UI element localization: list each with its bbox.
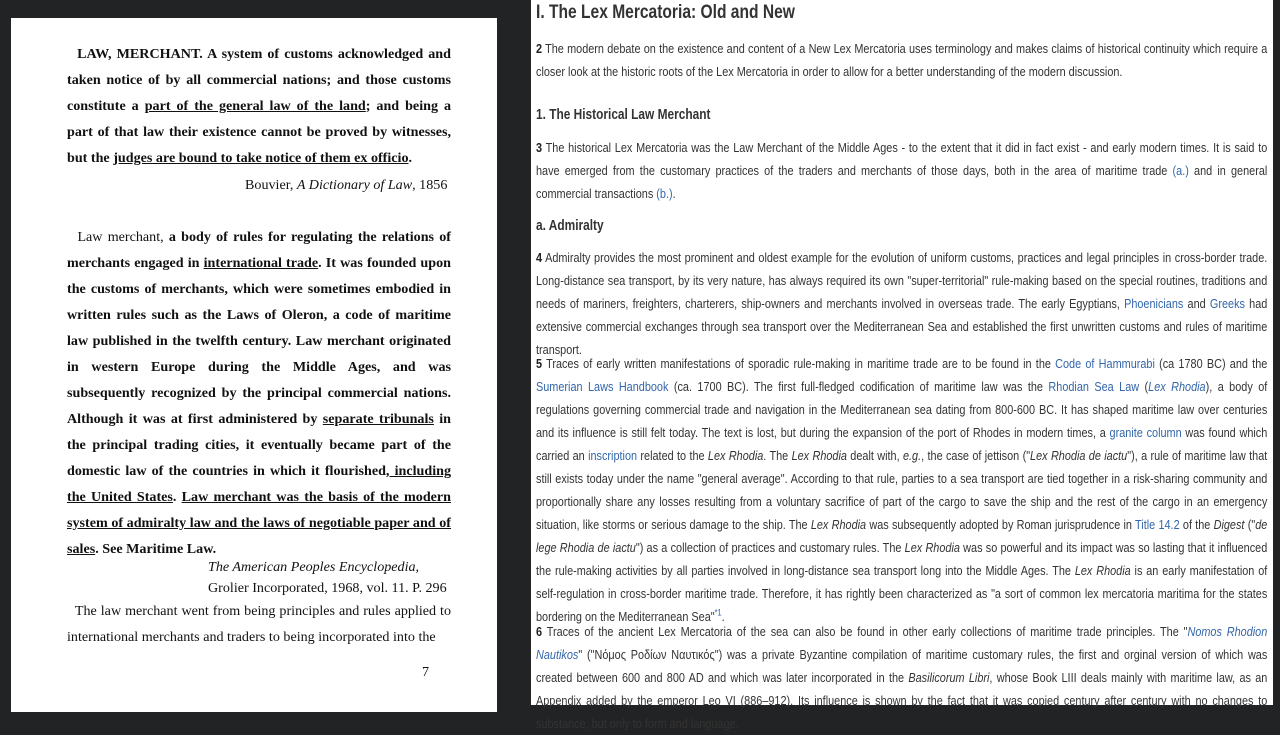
italic-term: Basilicorum Libri [908, 670, 990, 685]
italic-term: Lex Rhodia [707, 448, 764, 463]
text-run: ") as a collection of practices and customary rules. The [635, 540, 905, 555]
citation-title: The American Peoples Encyclopedia, [208, 559, 420, 575]
text-run: was found which carried an [536, 425, 1268, 463]
italic-term: Lex Rhodia [904, 540, 960, 555]
link-inscription[interactable]: inscription [588, 448, 638, 463]
italic-term: de lege Rhodia de iactu [536, 517, 1268, 555]
underlined-text: Law merchant was the basis of the modern system of admiralty law and the laws of negotiable paper and of sales [67, 489, 452, 557]
citation-bouvier [245, 176, 447, 194]
text-run: Admiralty provides the most prominent and oldest example for the evolution of uniform customs, practices and legal principles in cross-border trade. Long-distance sea transport, by its very nature, has always required its own "super-territorial" rule-making based on the special routines, traditions and needs of mariners, freighters, charterers, ship-owners and merchants involved in overseas trade. The early Egyptians, [536, 250, 1268, 311]
link-title-14-2[interactable]: Title 14.2 [1135, 517, 1180, 532]
italic-term: Lex Rhodia [791, 448, 847, 463]
text-run: of the [1179, 517, 1214, 532]
underlined-text: part of the general law of the land [144, 98, 366, 114]
italic-term: Lex Rhodia [810, 517, 867, 532]
link-phoenicians[interactable]: Phoenicians [1124, 296, 1184, 311]
citation-year: , 1856 [412, 177, 448, 193]
link-code-of-hammurabi[interactable]: Code of Hammurabi [1055, 356, 1155, 371]
text-run: A system of customs acknowledged and taken notice of by all commercial nations; and those customs constitute a [67, 46, 451, 114]
text-run: had extensive commercial exchanges through sea transport over the Mediterranean Sea and established the first unwritten customs and rules of maritime transport. [536, 296, 1268, 357]
link-sumerian-laws[interactable]: Sumerian Laws Handbook [536, 379, 669, 394]
paragraph-number: 4 [536, 250, 543, 265]
citation-author: Bouvier, [245, 177, 297, 193]
paragraph-number: 6 [536, 624, 543, 639]
citation-title: A Dictionary of Law [296, 177, 413, 193]
text-run: ), a body of regulations governing commercial trade and navigation in the Mediterranean sea dating from 800-600 BC. It has shaped maritime law over centuries and its influence is still felt today. The text is lost, but during the expansion of the port of Rhodes in modern times, a [536, 379, 1268, 440]
text-run: . [721, 609, 725, 624]
text-run: (" [1244, 517, 1256, 532]
text-run: . See Maritime Law. [95, 541, 217, 557]
paragraph-number: 5 [536, 356, 543, 371]
link-rhodian-sea-law[interactable]: Rhodian Sea Law [1048, 379, 1140, 394]
text-run: a body of rules for regulating the relations of merchants engaged in [67, 229, 451, 271]
text-run: The historical Lex Mercatoria was the Law Merchant of the Middle Ages - to the extent that it did in fact exist - and early modern times. It is said to have emerged from the customary practices of the traders and merchants of those days, both in the area of maritime trade [536, 140, 1268, 178]
underlined-text: judges are bound to take notice of them ex officio [113, 150, 409, 166]
link-granite-column[interactable]: granite column [1109, 425, 1182, 440]
paragraph-number: 3 [536, 140, 543, 155]
text-run: (ca. 1700 BC). The first full-fledged codification of maritime law was the [668, 379, 1049, 394]
citation-encyclopedia [208, 557, 447, 599]
text-run: related to the [637, 448, 708, 463]
text-run: in the principal trading cities, it eventually became part of the domestic law of the countries in which it flourished, [67, 411, 451, 479]
paragraph-4 [536, 246, 1267, 361]
text-run: , whose Book LIII deals mainly with maritime law, as an Appendix added by the emperor Leo VI (886–912). Its influence is shown by the fact that it was copied century after century with no changes to substance, but only to form and language. [536, 670, 1268, 731]
underlined-text: including the United States [67, 463, 451, 505]
text-run: ( [1139, 379, 1149, 394]
italic-term: Digest [1213, 517, 1245, 532]
text-run: . [672, 186, 676, 201]
section-heading-admiralty: a. Admiralty [536, 218, 604, 234]
italic-term: e.g. [902, 448, 922, 463]
paragraph-6 [536, 620, 1267, 735]
text-run: Traces of early written manifestations of sporadic rule-making in maritime trade are to be found in the [542, 356, 1056, 371]
link-admiralty-section[interactable]: (a.) [1172, 163, 1189, 178]
scanned-book-page [11, 18, 497, 712]
text-run: The modern debate on the existence and content of a New Lex Mercatoria uses terminology and makes claims of historical continuity which require a closer look at the historic roots of the Lex Mercatoria in order to allow for a better understanding of the modern discussion. [536, 41, 1268, 79]
text-run: ; and being a part of that law their existence cannot be proved by witnesses, but the [67, 98, 452, 166]
page-number: 7 [422, 664, 430, 680]
text-run: (ca 1780 BC) and the [1154, 356, 1268, 371]
body-paragraph [67, 598, 451, 650]
citation-publisher: Grolier Incorporated, 1968, vol. 11. P. 296 [208, 580, 447, 596]
text-run: Traces of the ancient Lex Mercatoria of the sea can also be found in other early collections of maritime trade principles. The " [542, 624, 1188, 639]
definition-term: Law merchant, [77, 229, 164, 245]
italic-term: Lex Rhodia [1074, 563, 1131, 578]
text-run: and in general commercial transactions [536, 163, 1268, 201]
paragraph-2 [536, 37, 1267, 83]
text-run: and [1183, 296, 1210, 311]
text-run: , the case of jettison (" [921, 448, 1031, 463]
link-greeks[interactable]: Greeks [1209, 296, 1245, 311]
italic-term: Lex Rhodia de iactu [1030, 448, 1128, 463]
text-run: . [172, 489, 182, 505]
text-run: was so powerful and its impact was so lasting that it influenced the rule-making activities by all parties involved in long-distance sea transport long into the Middle Ages. The [536, 540, 1268, 578]
link-commercial-section[interactable]: (b.) [656, 186, 673, 201]
footnote-link[interactable]: *1 [714, 607, 722, 618]
text-run: . [408, 150, 413, 166]
paragraph-3 [536, 136, 1267, 205]
web-article [531, 0, 1273, 731]
paragraph-5 [536, 352, 1267, 628]
section-heading-historical: 1. The Historical Law Merchant [536, 107, 711, 123]
definition-bouvier [67, 41, 451, 171]
link-nomos-rhodion-nautikos[interactable]: Nomos Rhodion Nautikos [536, 624, 1268, 662]
text-run: was subsequently adopted by Roman jurisprudence in [866, 517, 1136, 532]
definition-encyclopedia [67, 224, 451, 562]
text-run: " ("Νόμος Ροδίων Ναυτικός") was a private Byzantine compilation of maritime customary rules, the first and orginal version of which was created between 600 and 800 AD and which was later incorporated in the [536, 647, 1268, 685]
text-run: The law merchant went from being principles and rules applied to international merchants and traders to being incorporated into the [67, 603, 451, 645]
text-run: is an early manifestation of self-regulation in cross-border maritime trade. Therefore, it has rightly been characterized as "a sort of common lex mercatoria maritima for the states bordering on the Mediterranean Sea" [536, 563, 1268, 624]
underlined-text: international trade [203, 255, 319, 271]
text-run: . The [763, 448, 792, 463]
article-title: I. The Lex Mercatoria: Old and New [536, 2, 795, 23]
text-run: "), a rule of maritime law that still exists today under the name "general average". According to that rule, parties to a sea transport are tied together in a risk-sharing community and proportionally share any losses resulting from a voluntary sacrifice of part of the cargo to save the ship and the rest of the cargo in an emergency situation, like storms or serious damage to the ship. The [536, 448, 1268, 532]
underlined-text: separate tribunals [322, 411, 434, 427]
text-run: . It was founded upon the customs of merchants, which were sometimes embodied in written rules such as the Laws of Oleron, a code of maritime law published in the twelfth century. Law merchant originated in western Europe during the Middle Ages, and was subsequently recognized by the principal commercial nations. Although it was at first administered by [67, 255, 451, 427]
link-lex-rhodia[interactable]: Lex Rhodia [1148, 379, 1206, 394]
definition-term: LAW, MERCHANT. [77, 46, 203, 62]
text-run: dealt with, [846, 448, 903, 463]
paragraph-number: 2 [536, 41, 543, 56]
